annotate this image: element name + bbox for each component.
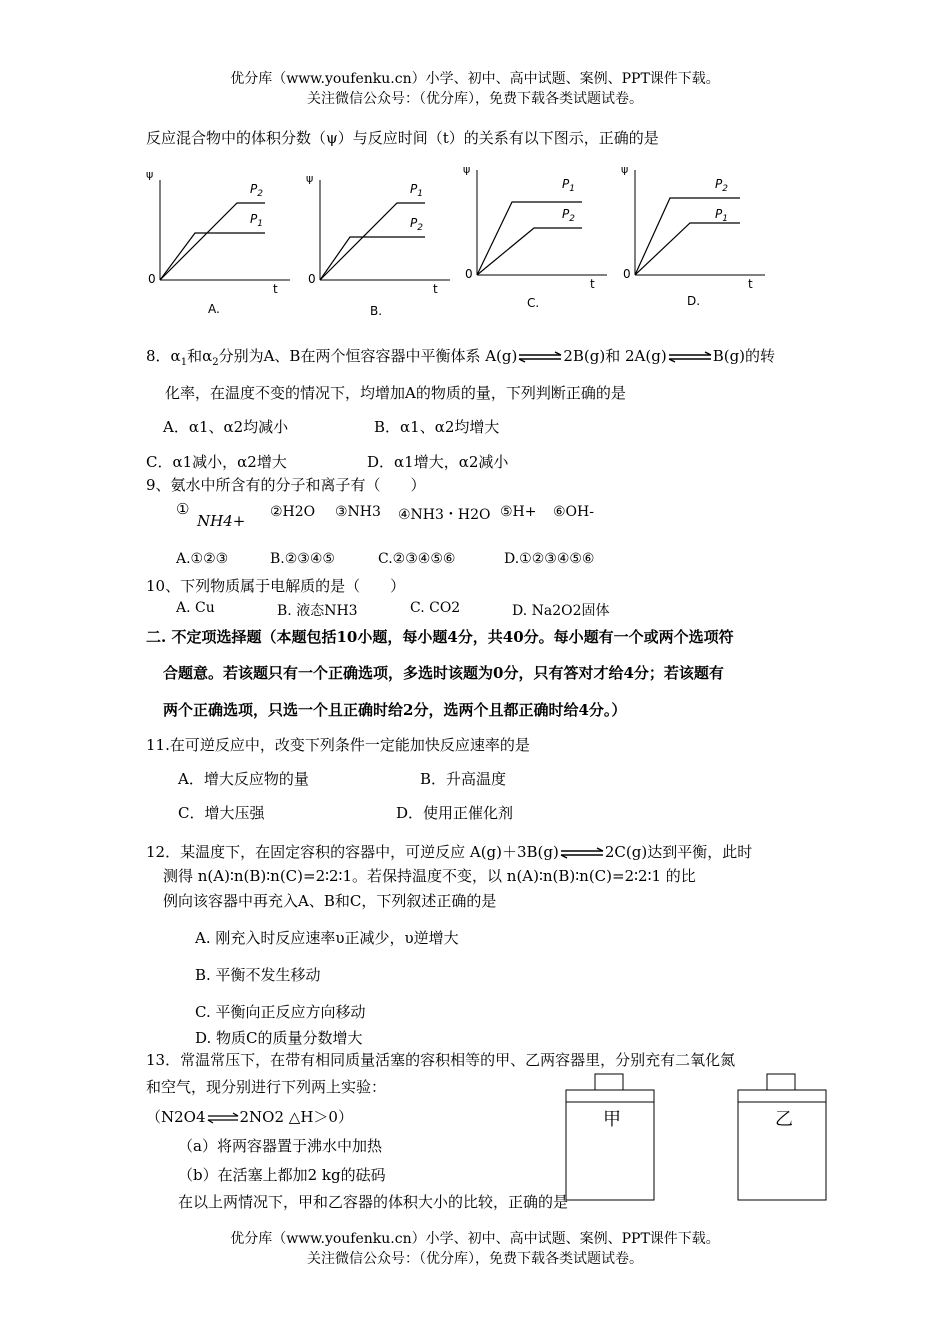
section2-line1: 二. 不定项选择题（本题包括10小题，每小题4分，共40分。每小题有一个或两个选项符 — [146, 628, 734, 646]
footer-line-1: 优分库（www.youfenku.cn）小学、初中、高中试题、案例、PPT课件下载。 — [230, 1231, 720, 1247]
curve-p1 — [320, 203, 425, 280]
q9-item-nh4: NH4+ — [197, 512, 246, 530]
q10-option-b: B. 液态NH3 — [277, 603, 358, 619]
q12-line2: 测得 n(A)∶n(B)∶n(C)=2∶2∶1。若保持温度不变，以 n(A)∶n(B)∶n(C)=2∶2∶1 的比 — [163, 867, 696, 885]
svg-text:0: 0 — [148, 272, 156, 286]
header-line-2: 关注微信公众号：（优分库），免费下载各类试题试卷。 — [307, 91, 643, 107]
svg-text:0: 0 — [308, 272, 316, 286]
q7-stem: 反应混合物中的体积分数（ψ）与反应时间（t）的关系有以下图示，正确的是 — [146, 129, 659, 147]
q12-option-d: D. 物质C的质量分数增大 — [195, 1029, 363, 1047]
q8-line2: 化率，在温度不变的情况下，均增加A的物质的量，下列判断正确的是 — [165, 384, 626, 402]
curve-p1 — [635, 223, 740, 275]
section2-line2: 合题意。若该题只有一个正确选项，多选时该题为0分，只有答对才给4分；若该题有 — [163, 664, 724, 682]
container-yi-label: 乙 — [775, 1109, 793, 1130]
q8-option-d: D．α1增大，α2减小 — [367, 453, 509, 471]
q8-option-a: A．α1、α2均减小 — [163, 418, 289, 436]
q8-line1: 8．$\alpha_1$和$\alpha_2$分别为A、B在两个恒容容器中平衡体系 A(g) 2B(g)和 2A(g) B(g)的转 — [146, 347, 776, 368]
svg-text:P1: $P_1$ — [410, 182, 423, 199]
svg-text:t: t — [590, 277, 595, 291]
q13-line1: 13．常温常压下，在带有相同质量活塞的容积相等的甲、乙两容器里，分别充有二氧化氮 — [146, 1051, 736, 1069]
graph-d — [621, 163, 765, 308]
q8-option-c: C．α1减小，α2增大 — [146, 453, 287, 471]
svg-text:P1: $P_1$ — [250, 212, 263, 229]
svg-text:t: t — [273, 282, 278, 296]
container-jia — [566, 1074, 654, 1200]
svg-text:0: 0 — [465, 267, 473, 281]
q9-item-2: ②H2O — [270, 504, 316, 520]
q11-option-a: A．增大反应物的量 — [178, 770, 309, 788]
svg-text:ψ: ψ — [306, 172, 314, 185]
q12-option-a: A. 刚充入时反应速率υ正减少，υ逆增大 — [195, 929, 459, 947]
graph-b — [306, 172, 450, 318]
svg-text:B.: B. — [370, 304, 383, 318]
q11-option-d: D．使用正催化剂 — [396, 804, 514, 822]
svg-text:t: t — [433, 282, 438, 296]
container-jia-label: 甲 — [603, 1109, 621, 1130]
curve-p2 — [320, 237, 425, 280]
q9-option-c: C.②③④⑤⑥ — [378, 551, 456, 567]
q11-option-c: C．增大压强 — [178, 804, 265, 822]
q13-item-b: （b）在活塞上都加2 kg的砝码 — [178, 1166, 386, 1184]
graph-c — [463, 163, 607, 310]
svg-text:P2: $P_2$ — [250, 182, 263, 199]
header-line-1: 优分库（www.youfenku.cn）小学、初中、高中试题、案例、PPT课件下载。 — [230, 71, 720, 87]
q9-item-5: ⑤H+ — [500, 504, 537, 520]
q9-item-6: ⑥OH- — [553, 504, 594, 520]
equilibrium-arrow-icon — [517, 351, 563, 363]
q12-option-b: B. 平衡不发生移动 — [195, 966, 321, 984]
footer-line-2: 关注微信公众号：（优分库），免费下载各类试题试卷。 — [307, 1251, 643, 1267]
svg-text:P2: $P_2$ — [715, 177, 728, 194]
q10-stem: 10、下列物质属于电解质的是（ ） — [146, 577, 406, 595]
q13-last: 在以上两情况下，甲和乙容器的体积大小的比较，正确的是 — [178, 1193, 569, 1211]
svg-text:P1: $P_1$ — [715, 207, 728, 224]
q9-item-1: ① — [176, 500, 190, 518]
svg-text:ψ: ψ — [463, 163, 471, 176]
curve-p1 — [160, 233, 265, 280]
q9-item-4: ④NH3・H2O — [398, 507, 491, 523]
equilibrium-arrow-icon — [559, 847, 605, 859]
equilibrium-arrow-icon — [206, 1112, 240, 1124]
svg-text:C.: C. — [527, 296, 540, 310]
graph-a — [146, 168, 290, 316]
q7-graphs — [140, 160, 780, 325]
q12-line3: 例向该容器中再充入A、B和C，下列叙述正确的是 — [163, 892, 497, 910]
q13-line2: 和空气，现分别进行下列两上实验： — [146, 1078, 387, 1096]
svg-text:P1: $P_1$ — [562, 177, 575, 194]
svg-text:P2: $P_2$ — [562, 207, 575, 224]
q12-line1: 12．某温度下，在固定容积的容器中，可逆反应 A(g)＋3B(g) 2C(g)达到平衡，此时 — [146, 843, 753, 861]
q9-option-a: A.①②③ — [176, 551, 229, 567]
svg-text:D.: D. — [687, 294, 701, 308]
curve-p2 — [635, 198, 740, 275]
q11-option-b: B．升高温度 — [420, 770, 507, 788]
svg-text:P2: $P_2$ — [410, 216, 423, 233]
svg-text:ψ: ψ — [621, 163, 629, 176]
q10-option-d: D. Na2O2固体 — [512, 603, 610, 619]
q9-stem: 9、氨水中所含有的分子和离子有（ ） — [146, 476, 426, 494]
q13-item-a: （a）将两容器置于沸水中加热 — [178, 1137, 382, 1155]
q13-line3: （N2O4 2NO2 △H＞0） — [146, 1108, 353, 1126]
svg-text:0: 0 — [623, 267, 631, 281]
q9-item-3: ③NH3 — [335, 504, 381, 520]
svg-text:A.: A. — [208, 302, 220, 316]
equilibrium-arrow-icon — [667, 351, 713, 363]
svg-text:t: t — [748, 277, 753, 291]
section2-line3: 两个正确选项，只选一个且正确时给2分，选两个且都正确时给4分。） — [163, 701, 627, 719]
q9-option-d: D.①②③④⑤⑥ — [504, 551, 595, 567]
q12-option-c: C. 平衡向正反应方向移动 — [195, 1003, 366, 1021]
q11-stem: 11.在可逆反应中，改变下列条件一定能加快反应速率的是 — [146, 736, 530, 754]
curve-p2 — [477, 228, 582, 275]
container-yi — [738, 1074, 826, 1200]
q13-containers — [560, 1070, 840, 1210]
q10-option-c: C. CO2 — [410, 600, 461, 616]
q8-option-b: B．α1、α2均增大 — [374, 418, 500, 436]
q9-option-b: B.②③④⑤ — [270, 551, 335, 567]
svg-text:ψ: ψ — [146, 168, 154, 181]
q10-option-a: A. Cu — [176, 600, 215, 616]
